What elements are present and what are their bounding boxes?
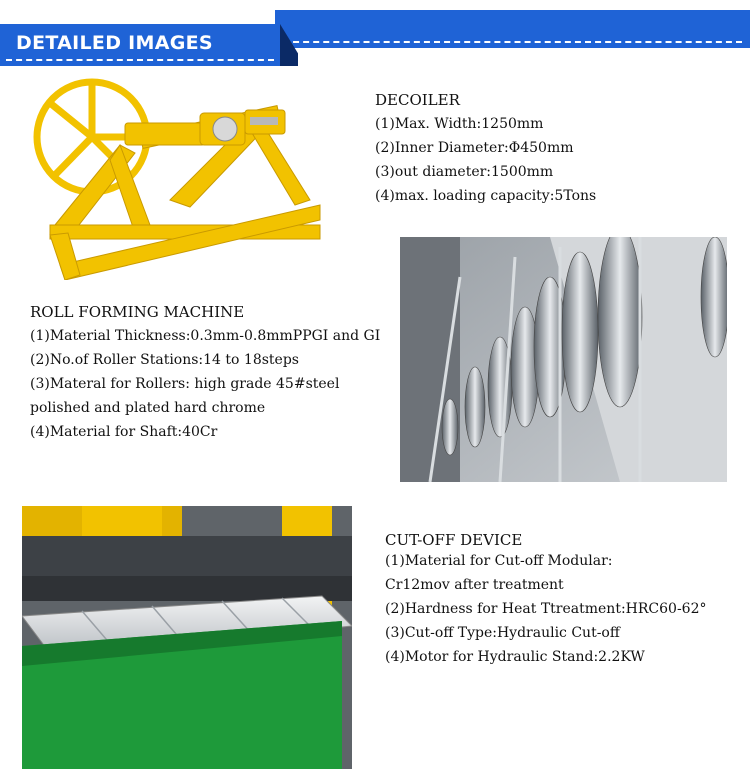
page-title: DETAILED IMAGES bbox=[16, 32, 213, 54]
decoiler-line: (4)max. loading capacity:5Tons bbox=[375, 188, 597, 204]
roll-forming-line: (4)Material for Shaft:40Cr bbox=[30, 424, 218, 440]
decoiler-line: (2)Inner Diameter:Φ450mm bbox=[375, 140, 574, 156]
roll-forming-image bbox=[400, 237, 727, 482]
roll-forming-spec-block bbox=[30, 300, 380, 444]
roll-forming-line: polished and plated hard chrome bbox=[30, 400, 266, 416]
cutoff-line: (3)Cut-off Type:Hydraulic Cut-off bbox=[385, 625, 620, 641]
banner-dashed-line bbox=[283, 41, 742, 43]
cutoff-device-image bbox=[22, 506, 352, 769]
cutoff-line: Cr12mov after treatment bbox=[385, 577, 564, 593]
roll-forming-line: (1)Material Thickness:0.3mm-0.8mmPPGI and GI bbox=[30, 328, 381, 344]
cutoff-title: CUT-OFF DEVICE bbox=[385, 531, 523, 549]
decoiler-spec-block bbox=[375, 88, 596, 208]
cutoff-line: (2)Hardness for Heat Ttreatment:HRC60-62° bbox=[385, 601, 707, 617]
cutoff-spec-block bbox=[385, 531, 707, 669]
decoiler-line: (1)Max. Width:1250mm bbox=[375, 116, 544, 132]
roll-forming-line: (3)Materal for Rollers: high grade 45#steel bbox=[30, 376, 340, 392]
decoiler-line: (3)out diameter:1500mm bbox=[375, 164, 554, 180]
decoiler-image bbox=[20, 75, 325, 280]
cutoff-line: (1)Material for Cut-off Modular: bbox=[385, 553, 613, 569]
roll-forming-line: (2)No.of Roller Stations:14 to 18steps bbox=[30, 352, 299, 368]
cutoff-line: (4)Motor for Hydraulic Stand:2.2KW bbox=[385, 649, 645, 665]
banner-tab-dashed-line bbox=[6, 59, 274, 61]
roll-forming-title: ROLL FORMING MACHINE bbox=[30, 303, 245, 321]
header-banner-tab bbox=[0, 24, 280, 66]
header-banner-strip bbox=[275, 10, 750, 48]
decoiler-title: DECOILER bbox=[375, 91, 460, 109]
